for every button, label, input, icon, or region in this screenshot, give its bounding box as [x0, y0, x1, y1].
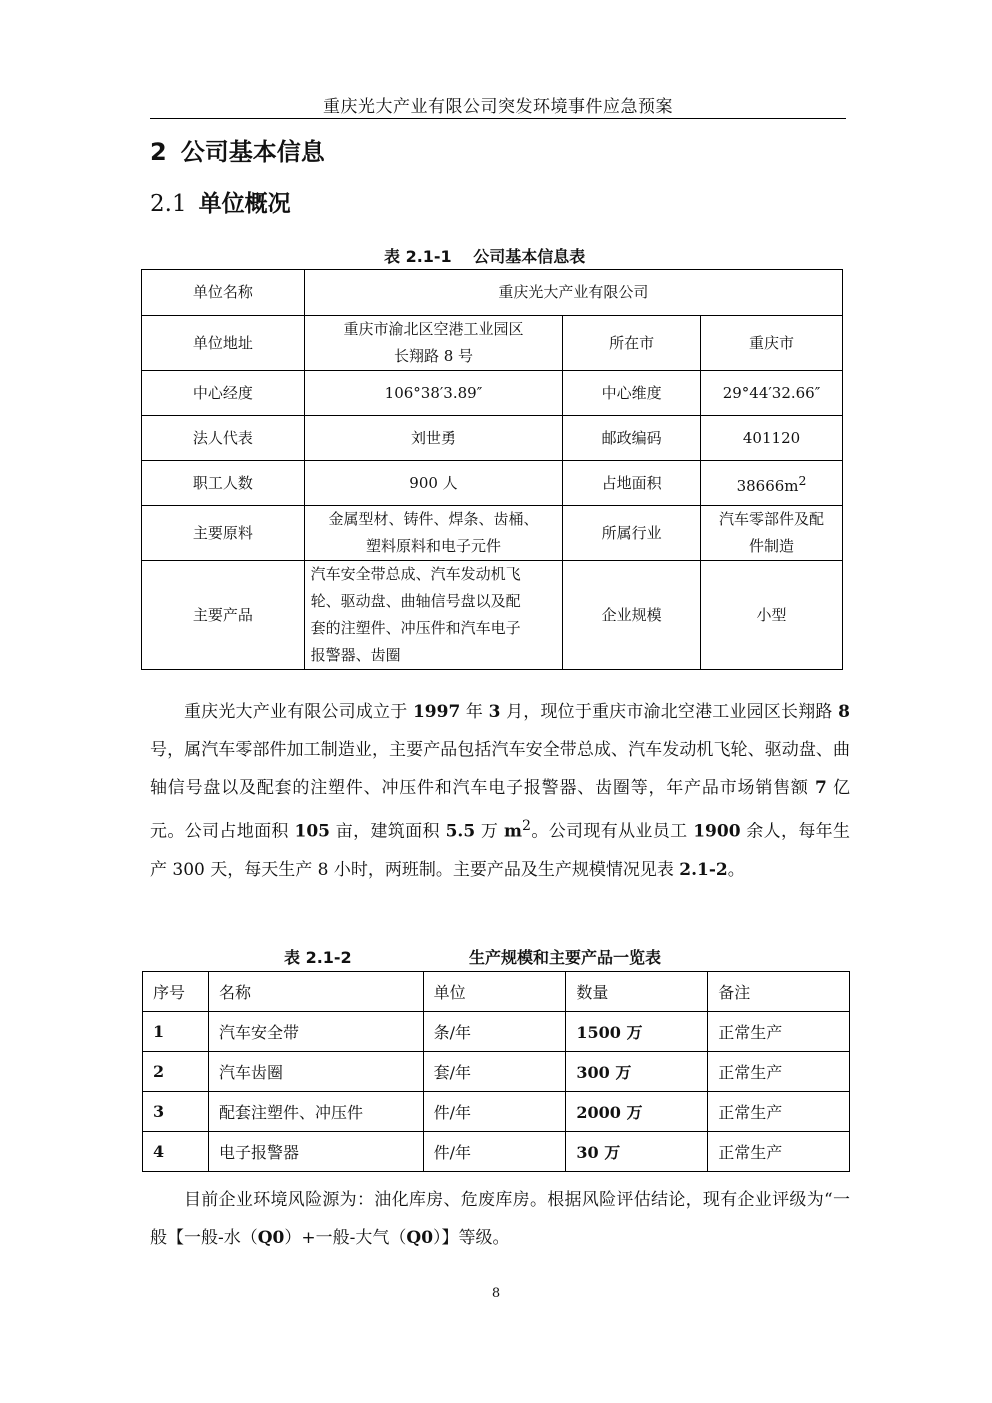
table-cell: 配套注塑件、冲压件 [208, 1092, 423, 1132]
table-row [142, 561, 843, 670]
table-cell: 电子报警器 [208, 1132, 423, 1172]
cell-line: 重庆市渝北区空港工业园区 [343, 320, 524, 338]
table-cell: 重庆市 [701, 316, 843, 371]
table-cell: 件/年 [423, 1092, 566, 1132]
table-cell [304, 561, 563, 670]
cell-line: 长翔路 8 号 [393, 347, 474, 365]
column-header: 序号 [143, 972, 209, 1012]
text-run: 重庆光大产业有限公司成立于 [184, 702, 413, 722]
table-cell: 企业规模 [563, 561, 701, 670]
cell-line: 件制造 [749, 537, 795, 555]
cell-line: 汽车安全带总成、汽车发动机飞 [310, 565, 521, 583]
table-cell: 主要原料 [142, 506, 305, 561]
table-cell: 重庆光大产业有限公司 [304, 270, 842, 316]
table-cell: 正常生产 [708, 1052, 850, 1092]
text-run: ）+一般-大气（ [284, 1228, 407, 1248]
risk-grade-water: Q0 [257, 1228, 285, 1248]
section-heading [150, 132, 325, 167]
table-cell: 法人代表 [142, 416, 305, 461]
table-cell [701, 506, 843, 561]
table-cell: 条/年 [423, 1012, 566, 1052]
table-cell: 29°44′32.66″ [701, 371, 843, 416]
table-row [142, 416, 843, 461]
text-run: 余人，每年生产 300 天，每天生产 8 小时，两班制。主要产品及生产规模情况见表 [150, 821, 851, 880]
column-header: 单位 [423, 972, 566, 1012]
production-table [142, 971, 850, 1172]
cell-line: 塑料原料和电子元件 [365, 537, 501, 555]
table-cell: 30 万 [566, 1132, 708, 1172]
page-header: 重庆光大产业有限公司突发环境事件应急预案 [323, 97, 673, 117]
founding-month: 3 [488, 702, 501, 722]
table-cell [304, 506, 563, 561]
table-row [143, 1092, 850, 1132]
cell-line: 套的注塑件、冲压件和汽车电子 [310, 619, 521, 637]
founding-year: 1997 [412, 702, 461, 722]
text-run: 万 [475, 821, 504, 842]
table-row [142, 270, 843, 316]
column-header: 数量 [566, 972, 708, 1012]
table-cell: 900 人 [304, 461, 563, 506]
header-rule [150, 118, 846, 119]
text-run: 。公司现有从业员工 [531, 821, 694, 842]
table-row [142, 461, 843, 506]
table-row [143, 1052, 850, 1092]
table-cell: 300 万 [566, 1052, 708, 1092]
table-reference: 2.1-2 [679, 859, 728, 880]
table-cell: 小型 [701, 561, 843, 670]
table-cell: 4 [143, 1132, 209, 1172]
paragraph-text [150, 1181, 850, 1257]
table2-caption-title: 生产规模和主要产品一览表 [469, 948, 662, 967]
cell-line: 汽车零部件及配 [719, 510, 825, 528]
table-row [143, 1012, 850, 1052]
sales-figure: 7 [814, 778, 827, 798]
page-number: 8 [491, 1286, 501, 1301]
table-cell: 单位名称 [142, 270, 305, 316]
table-cell: 件/年 [423, 1132, 566, 1172]
table-cell: 1 [143, 1012, 209, 1052]
text-run: 亩，建筑面积 [330, 821, 446, 842]
column-header: 备注 [708, 972, 850, 1012]
table-cell: 所在市 [563, 316, 701, 371]
table-cell [304, 316, 563, 371]
table-cell: 汽车齿圈 [208, 1052, 423, 1092]
text-run: 亿元。公司占地面积 [150, 778, 851, 842]
table-cell: 汽车安全带 [208, 1012, 423, 1052]
subsection-title: 单位概况 [198, 191, 291, 217]
table-cell: 正常生产 [708, 1132, 850, 1172]
table-cell: 所属行业 [563, 506, 701, 561]
table-cell: 职工人数 [142, 461, 305, 506]
employee-count: 1900 [693, 821, 741, 842]
subsection-number: 2.1 [150, 191, 187, 217]
table-cell: 单位地址 [142, 316, 305, 371]
intro-paragraph [150, 693, 850, 889]
table-cell: 3 [143, 1092, 209, 1132]
road-number: 8 [838, 702, 850, 722]
table-cell: 正常生产 [708, 1092, 850, 1132]
text-run: 月，现位于重庆市渝北空港工业园区长翔路 [500, 702, 839, 722]
table2-caption-number: 表 2.1-2 [284, 948, 352, 967]
table-header-row [143, 972, 850, 1012]
unit-m: m [504, 821, 522, 842]
risk-paragraph [150, 1181, 850, 1257]
cell-line: 报警器、齿圈 [310, 646, 401, 664]
text-run: 目前企业环境风险源为：油化库房、危废库房。根据风险评估结论，现有企业评级为“一般【一般-水（ [150, 1190, 850, 1248]
table-cell: 106°38′3.89″ [304, 371, 563, 416]
table-cell: 中心经度 [142, 371, 305, 416]
text-run: 。 [727, 859, 745, 880]
table-cell: 2 [143, 1052, 209, 1092]
text-run: 年 [460, 702, 489, 722]
table-row [142, 316, 843, 371]
table-cell: 刘世勇 [304, 416, 563, 461]
unit-superscript: 2 [522, 818, 532, 834]
land-area: 105 [294, 821, 331, 842]
column-header: 名称 [208, 972, 423, 1012]
area-value: 38666m [736, 476, 799, 495]
table-row [142, 506, 843, 561]
paragraph-text [150, 693, 850, 889]
table-cell: 2000 万 [566, 1092, 708, 1132]
table-cell: 占地面积 [563, 461, 701, 506]
table-cell: 套/年 [423, 1052, 566, 1092]
table-cell [701, 461, 843, 506]
table-cell: 正常生产 [708, 1012, 850, 1052]
risk-grade-air: Q0 [406, 1228, 434, 1248]
text-run: ）】等级。 [433, 1228, 510, 1248]
subsection-heading [150, 185, 291, 218]
table-row [142, 371, 843, 416]
text-run: 号，属汽车零部件加工制造业，主要产品包括汽车安全带总成、汽车发动机飞轮、驱动盘、曲轴信号盘以及配套的注塑件、冲压件和汽车电子报警器、齿圈等，年产品市场销售额 [150, 740, 850, 798]
cell-line: 轮、驱动盘、曲轴信号盘以及配 [310, 592, 521, 610]
table-cell: 1500 万 [566, 1012, 708, 1052]
building-area: 5.5 [445, 821, 476, 842]
section-number: 2 [150, 138, 167, 166]
table-row [143, 1132, 850, 1172]
table-cell: 邮政编码 [563, 416, 701, 461]
table-cell: 401120 [701, 416, 843, 461]
cell-line: 金属型材、铸件、焊条、齿桶、 [328, 510, 539, 528]
table-cell: 中心维度 [563, 371, 701, 416]
company-info-table [141, 269, 843, 670]
table-cell: 主要产品 [142, 561, 305, 670]
table1-caption: 表 2.1-1 公司基本信息表 [384, 247, 586, 266]
section-title: 公司基本信息 [180, 138, 325, 166]
area-superscript: 2 [798, 472, 807, 488]
